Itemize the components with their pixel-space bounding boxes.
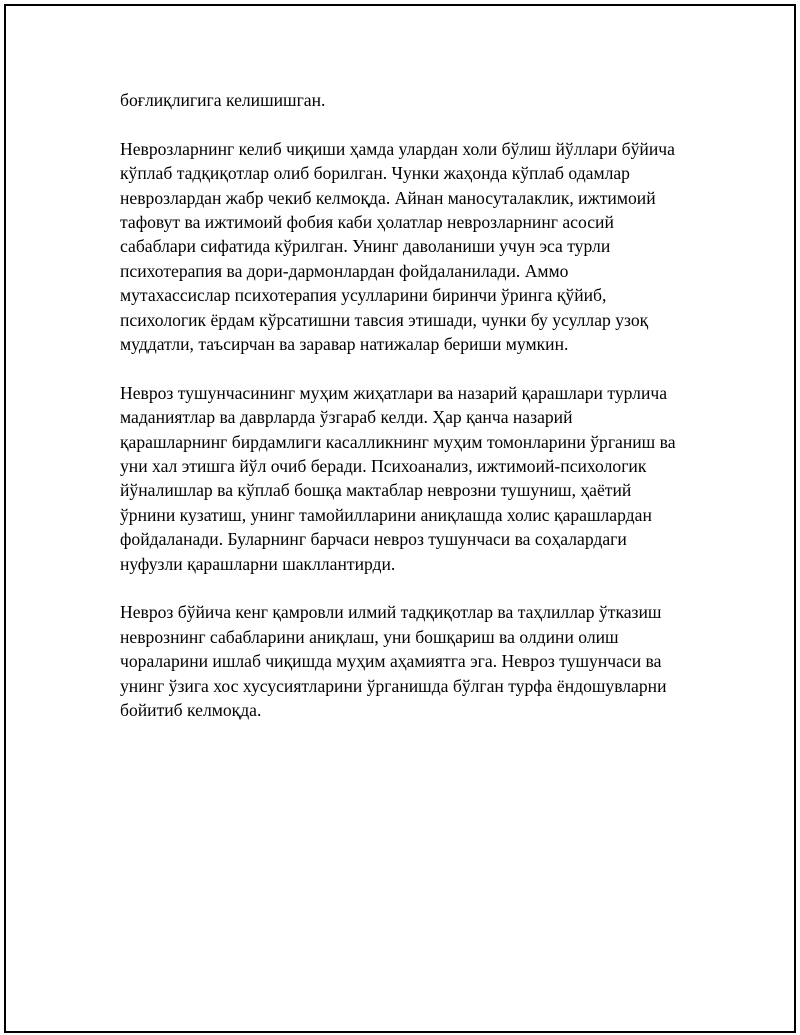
document-body: [120, 88, 680, 747]
paragraph-1: боғлиқлигига келишишган.: [120, 90, 326, 110]
paragraph-3: Невроз тушунчасининг муҳим жиҳатлари ва назарий қарашлари турлича маданиятлар ва даврларда ўзгараб келди. Ҳар қанча назарий қарашларнинг бирдамлиги касалликнинг муҳим томонларини ўрганиш ва уни хал этишга йўл очиб беради. Психоанализ, ижтимоий-психологик йўналишлар ва кўплаб бошқа мактаблар неврозни тушуниш, ҳаётий ўрнини кузатиш, унинг тамойилларини аниқлашда холис қарашлардан фойдаланади. Буларнинг барчаси невроз тушунчаси ва соҳалардаги нуфузли қарашларни шакллантирди.: [120, 382, 676, 574]
paragraph-4: Невроз бўйича кенг қамровли илмий тадқиқотлар ва таҳлиллар ўтказиш неврознинг сабабларини аниқлаш, уни бошқариш ва олдини олиш чораларини ишлаб чиқишда муҳим аҳамиятга эга. Невроз тушунчаси ва унинг ўзига хос хусусиятларини ўрганишда бўлган турфа ёндошувларни бойитиб келмоқда.: [120, 602, 667, 721]
document-page: [4, 4, 796, 1033]
paragraph-2: Неврозларнинг келиб чиқиши ҳамда улардан холи бўлиш йўллари бўйича кўплаб тадқиқотлар олиб борилган. Чунки жаҳонда кўплаб одамлар неврозлардан жабр чекиб келмоқда. Айнан маносуталаклик, ижтимоий тафовут ва ижтимоий фобия каби ҳолатлар неврозларнинг асосий сабаблари сифатида кўрилган. Унинг даволаниши учун эса турли психотерапия ва дори-дармонлардан фойдаланилади. Аммо мутахассислар психотерапия усулларини биринчи ўринга қўйиб, психологик ёрдам кўрсатишни тавсия этишади, чунки бу усуллар узоқ муддатли, таъсирчан ва заравар натижалар бериши мумкин.: [120, 138, 675, 355]
